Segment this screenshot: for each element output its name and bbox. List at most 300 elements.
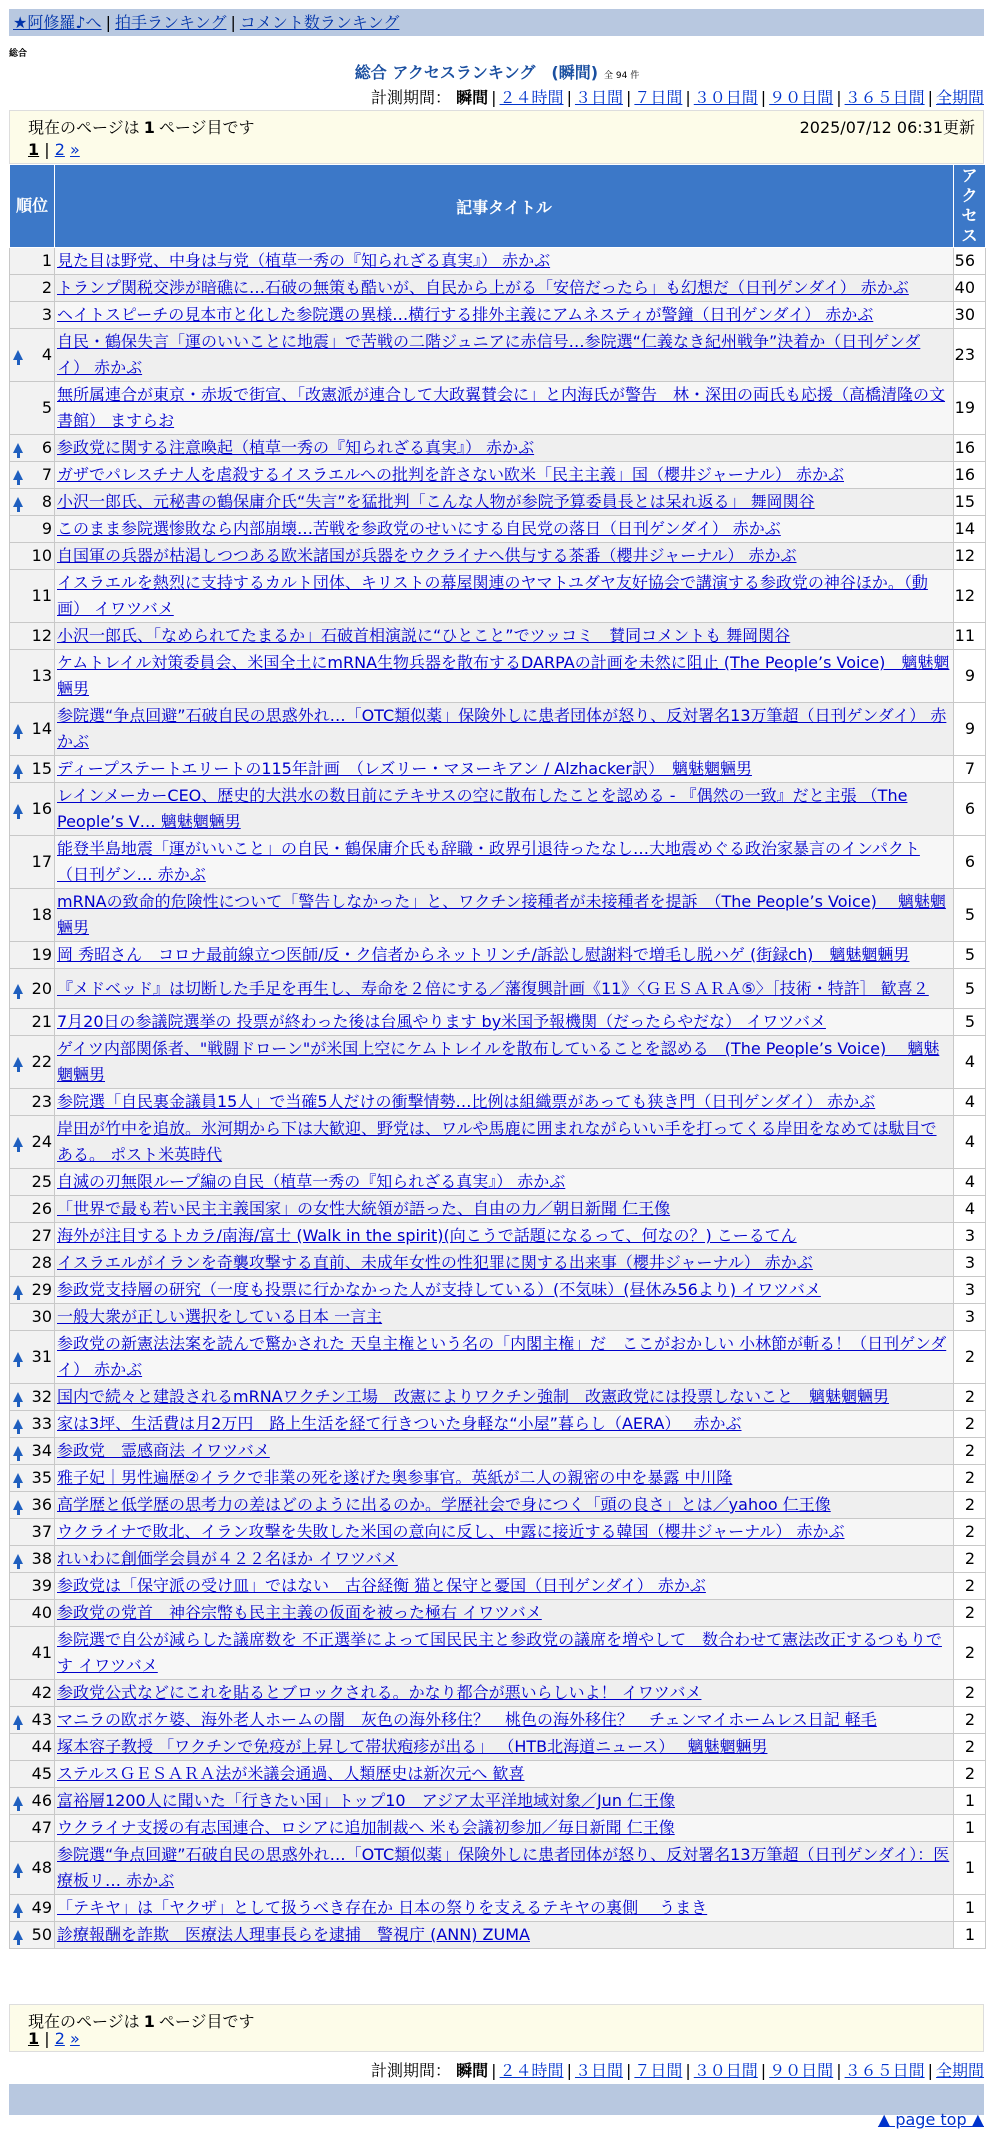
article-title-link[interactable]: れいわに創価学会員が４２２名ほか イワツバメ	[57, 1549, 398, 1568]
pager-page-2[interactable]: 2	[54, 2029, 65, 2048]
title-cell	[55, 516, 954, 543]
access-count: 4	[954, 1169, 986, 1196]
access-count: 2	[954, 1734, 986, 1761]
rank-number: 36	[31, 1495, 52, 1514]
article-title-link[interactable]: ディープステートエリートの115年計画 （レズリー・マヌーキアン / Alzhacker訳） 魑魅魍魎男	[57, 759, 752, 778]
access-count: 7	[954, 756, 986, 783]
article-title-link[interactable]: 参政党の党首 神谷宗幣も民主主義の仮面を被った極右 イワツバメ	[57, 1603, 542, 1622]
title-cell	[55, 1734, 954, 1761]
access-count: 2	[954, 1384, 986, 1411]
access-count: 5	[954, 1009, 986, 1036]
title-cell	[55, 1089, 954, 1116]
rank-cell	[10, 1331, 55, 1384]
title-cell	[55, 1546, 954, 1573]
title-cell	[55, 1036, 954, 1089]
article-title-link[interactable]: 岸田が竹中を追放。氷河期から下は大歓迎、野党は、ワルや馬鹿に囲まれながらいい手を打ってくる岸田をなめては駄目である。 ポスト米英時代	[57, 1119, 937, 1164]
article-title-link[interactable]: レインメーカーCEO、歴史的大洪水の数日前にテキサスの空に散布したことを認める - 『偶然の一致』だと主張 （The People’s V… 魑魅魍魎男	[57, 786, 908, 831]
access-count: 3	[954, 1223, 986, 1250]
article-title-link[interactable]: 海外が注目するトカラ/南海/富士 (Walk in the spirit)(向こうで話題になるって、何なの？) こーるてん	[57, 1226, 797, 1245]
access-count: 11	[954, 623, 986, 650]
title-cell	[55, 1707, 954, 1734]
access-count: 2	[954, 1492, 986, 1519]
rank-number: 39	[31, 1576, 52, 1595]
title-cell	[55, 1519, 954, 1546]
rank-up-arrow-icon	[13, 1137, 23, 1147]
article-title-link[interactable]: 参政党は「保守派の受け皿」ではない 古谷経衡 猫と保守と憂国（日刊ゲンダイ） 赤かぶ	[57, 1576, 706, 1595]
pager-current: 1	[28, 2029, 40, 2048]
rank-number: 35	[31, 1468, 52, 1487]
period-link-24h[interactable]: ２４時間	[499, 88, 564, 107]
rank-cell	[10, 1250, 55, 1277]
page-title-area	[0, 60, 994, 83]
rank-up-arrow-icon	[13, 1715, 23, 1725]
table-row	[10, 1492, 986, 1519]
article-title-link[interactable]: ゲイツ内部関係者、"戦闘ドローン"が米国上空にケムトレイルを散布していることを認める (The People’s Voice) 魑魅魍魎男	[57, 1039, 940, 1084]
access-count: 4	[954, 1089, 986, 1116]
top-nav-bar	[9, 9, 984, 36]
period-link-90d[interactable]: ９０日間	[769, 2061, 834, 2080]
pager-page-2[interactable]: 2	[54, 140, 65, 159]
rank-cell	[10, 889, 55, 942]
access-count: 9	[954, 650, 986, 703]
title-cell	[55, 1250, 954, 1277]
title-cell	[55, 836, 954, 889]
table-row	[10, 1573, 986, 1600]
rank-number: 41	[31, 1643, 52, 1662]
access-count: 4	[954, 1116, 986, 1169]
rank-number: 22	[31, 1052, 52, 1071]
article-title-link[interactable]: 参院選「自民裏金議員15人」で当確5人だけの衝撃情勢…比例は組織票があっても狭き門（日刊ゲンダイ） 赤かぶ	[57, 1092, 876, 1111]
title-cell	[55, 489, 954, 516]
rank-number: 7	[41, 465, 52, 484]
article-title-link[interactable]: 富裕層1200人に聞いた「行きたい国」トップ10 アジア太平洋地域対象／Jun 仁王像	[57, 1791, 676, 1810]
rank-cell	[10, 1627, 55, 1680]
table-row	[10, 382, 986, 435]
table-row	[10, 1277, 986, 1304]
article-title-link[interactable]: 参院選“争点回避”石破自民の思惑外れ…「OTC類似薬」保険外しに患者団体が怒り、反対署名13万筆超（日刊ゲンダイ）：医療板リ… 赤かぶ	[57, 1845, 950, 1890]
header-title: 記事タイトル	[55, 165, 954, 248]
table-row	[10, 1169, 986, 1196]
period-link-365d[interactable]: ３６５日間	[844, 88, 925, 107]
rank-number: 16	[31, 799, 52, 818]
title-cell	[55, 1116, 954, 1169]
total-count: 全 94 件	[604, 71, 640, 81]
title-cell	[55, 435, 954, 462]
rank-number: 13	[31, 666, 52, 685]
article-title-link[interactable]: ウクライナ支援の有志国連合、ロシアに追加制裁へ 米も会議初参加／毎日新聞 仁王像	[57, 1818, 675, 1837]
title-cell	[55, 302, 954, 329]
title-cell	[55, 1922, 954, 1949]
rank-number: 30	[31, 1307, 52, 1326]
article-title-link[interactable]: 国内で続々と建設されるmRNAワクチン工場 改憲によりワクチン強制 改憲政党には投票しないこと 魑魅魍魎男	[57, 1387, 890, 1406]
title-cell	[55, 1277, 954, 1304]
table-row	[10, 1895, 986, 1922]
article-title-link[interactable]: 参政党支持層の研究（一度も投票に行かなかった人が支持している）(不気味）(昼休み56より) イワツバメ	[57, 1280, 821, 1299]
table-row	[10, 516, 986, 543]
rank-number: 38	[31, 1549, 52, 1568]
rank-cell	[10, 1036, 55, 1089]
rank-up-arrow-icon	[13, 497, 23, 507]
rank-up-arrow-icon	[13, 1392, 23, 1402]
title-cell	[55, 1331, 954, 1384]
rank-up-arrow-icon	[13, 1796, 23, 1806]
article-title-link[interactable]: マニラの欧ボケ婆、海外老人ホームの闇 灰色の海外移住？ 桃色の海外移住？ チェンマイホームレス日記 軽毛	[57, 1710, 877, 1729]
rank-number: 47	[31, 1818, 52, 1837]
table-row	[10, 1922, 986, 1949]
rank-up-arrow-icon	[13, 1419, 23, 1429]
article-title-link[interactable]: 家は3坪、生活費は月2万円 路上生活を経て行きついた身軽な“小屋”暮らし（AERA） 赤かぶ	[57, 1414, 742, 1433]
page-info-box-top	[9, 110, 984, 164]
rank-number: 17	[31, 852, 52, 871]
ranking-table	[9, 164, 986, 1949]
article-title-link[interactable]: 塚本容子教授 「ワクチンで免疫が上昇して帯状疱疹が出る」 （HTB北海道ニュース） 魑魅魍魎男	[57, 1737, 768, 1756]
title-cell	[55, 1492, 954, 1519]
rank-cell	[10, 1895, 55, 1922]
title-cell	[55, 570, 954, 623]
table-row	[10, 1223, 986, 1250]
period-link-7d[interactable]: ７日間	[634, 88, 683, 107]
rank-number: 28	[31, 1253, 52, 1272]
pager-next[interactable]: »	[69, 2029, 80, 2048]
rank-cell	[10, 1761, 55, 1788]
article-title-link[interactable]: 参政党の新憲法法案を読んで驚かされた 天皇主権という名の「内閣主権」だ ここがおかしい 小林節が斬る！（日刊ゲンダイ） 赤かぶ	[57, 1334, 947, 1379]
rank-cell	[10, 1734, 55, 1761]
category-label: 総合	[9, 49, 28, 59]
rank-up-arrow-icon	[13, 1903, 23, 1913]
access-count: 19	[954, 382, 986, 435]
rank-number: 3	[41, 305, 52, 324]
article-title-link[interactable]: 「テキヤ」は「ヤクザ」として扱うべき存在か 日本の祭りを支えるテキヤの裏側 うまき	[57, 1898, 708, 1917]
rank-up-arrow-icon	[13, 1057, 23, 1067]
table-row	[10, 1815, 986, 1842]
article-title-link[interactable]: 参政党公式などにこれを貼るとブロックされる。かなり都合が悪いらしいよ！ イワツバメ	[57, 1683, 702, 1702]
rank-up-arrow-icon	[13, 1352, 23, 1362]
rank-number: 32	[31, 1387, 52, 1406]
table-row	[10, 623, 986, 650]
table-row	[10, 1331, 986, 1384]
ranking-table-body	[10, 248, 986, 1949]
table-row	[10, 1680, 986, 1707]
article-title-link[interactable]: ケムトレイル対策委員会、米国全土にmRNA生物兵器を散布するDARPAの計画を未然に阻止 (The People’s Voice) 魑魅魍魎男	[57, 653, 950, 698]
article-title-link[interactable]: 参院選“争点回避”石破自民の思惑外れ…「OTC類似薬」保険外しに患者団体が怒り、反対署名13万筆超（日刊ゲンダイ） 赤かぶ	[57, 706, 947, 751]
pager-next[interactable]: »	[69, 140, 80, 159]
period-selector-bottom: 計測期間： 瞬間 | ２４時間 | ３日間 | ７日間 | ３０日間 | ９０日間 | ３６５日間 | 全期間	[371, 2061, 984, 2080]
table-row	[10, 836, 986, 889]
table-row	[10, 1707, 986, 1734]
title-cell	[55, 1196, 954, 1223]
rank-cell	[10, 1304, 55, 1331]
article-title-link[interactable]: 診療報酬を詐欺 医療法人理事長らを逮捕 警視庁 (ANN) ZUMA	[57, 1925, 530, 1944]
nav-separator: |	[105, 13, 111, 32]
rank-cell	[10, 783, 55, 836]
access-count: 2	[954, 1519, 986, 1546]
article-title-link[interactable]: 高学歴と低学歴の思考力の差はどのように出るのか。学歴社会で身につく「頭の良さ」とは／yahoo 仁王像	[57, 1495, 831, 1514]
access-count: 1	[954, 1788, 986, 1815]
rank-cell	[10, 623, 55, 650]
access-count: 5	[954, 942, 986, 969]
article-title-link[interactable]: 自滅の刃無限ループ編の自民（植草一秀の『知られざる真実』） 赤かぶ	[57, 1172, 566, 1191]
title-cell	[55, 275, 954, 302]
rank-up-arrow-icon	[13, 984, 23, 994]
rank-number: 6	[41, 438, 52, 457]
rank-cell	[10, 1680, 55, 1707]
access-count: 5	[954, 889, 986, 942]
access-count: 4	[954, 1036, 986, 1089]
table-row	[10, 570, 986, 623]
title-cell	[55, 382, 954, 435]
rank-up-arrow-icon	[13, 350, 23, 360]
access-count: 9	[954, 703, 986, 756]
title-cell	[55, 1411, 954, 1438]
rank-cell	[10, 1492, 55, 1519]
period-link-24h[interactable]: ２４時間	[499, 2061, 564, 2080]
rank-number: 44	[31, 1737, 52, 1756]
title-cell	[55, 329, 954, 382]
rank-cell	[10, 1223, 55, 1250]
footer-bar	[9, 2084, 984, 2115]
rank-number: 27	[31, 1226, 52, 1245]
pager-current: 1	[28, 140, 40, 159]
article-title-link[interactable]: ステルスＧＥＳＡＲＡ法が米議会通過、人類歴史は新次元へ 歓喜	[57, 1764, 525, 1783]
table-row	[10, 1196, 986, 1223]
table-row	[10, 1411, 986, 1438]
rank-up-arrow-icon	[13, 1500, 23, 1510]
article-title-link[interactable]: 見た目は野党、中身は与党（植草一秀の『知られざる真実』） 赤かぶ	[57, 251, 551, 270]
rank-number: 21	[31, 1012, 52, 1031]
table-row	[10, 756, 986, 783]
access-count: 2	[954, 1627, 986, 1680]
article-title-link[interactable]: 7月20日の参議院選挙の 投票が終わった後は台風やります by米国予報機関（だったらやだな） イワツバメ	[57, 1012, 826, 1031]
rank-cell	[10, 543, 55, 570]
rank-number: 48	[31, 1858, 52, 1877]
article-title-link[interactable]: 自民・鶴保失言「運のいいことに地震」で苦戦の二階ジュニアに赤信号…参院選“仁義なき紀州戦争”決着か（日刊ゲンダイ） 赤かぶ	[57, 332, 921, 377]
rank-number: 25	[31, 1172, 52, 1191]
rank-number: 42	[31, 1683, 52, 1702]
title-cell	[55, 1895, 954, 1922]
rank-up-arrow-icon	[13, 443, 23, 453]
title-cell	[55, 1573, 954, 1600]
rank-cell	[10, 302, 55, 329]
rank-cell	[10, 570, 55, 623]
table-row	[10, 1250, 986, 1277]
article-title-link[interactable]: ヘイトスピーチの見本市と化した参院選の異様…横行する排外主義にアムネスティが警鐘（日刊ゲンダイ） 赤かぶ	[57, 305, 874, 324]
table-row	[10, 1546, 986, 1573]
rank-up-arrow-icon	[13, 1554, 23, 1564]
article-title-link[interactable]: 能登半島地震「運がいいこと」の自民・鶴保庸介氏も辞職・政界引退待ったなし…大地震めぐる政治家暴言のインパクト（日刊ゲン… 赤かぶ	[57, 839, 920, 884]
rank-number: 33	[31, 1414, 52, 1433]
rank-number: 37	[31, 1522, 52, 1541]
period-link-365d[interactable]: ３６５日間	[844, 2061, 925, 2080]
article-title-link[interactable]: 岡 秀昭さん コロナ最前線立つ医師/反・ク信者からネットリンチ/訴訟し慰謝料で増毛し脱ハゲ (街録ch) 魑魅魍魎男	[57, 945, 910, 964]
title-cell	[55, 543, 954, 570]
access-count: 3	[954, 1277, 986, 1304]
rank-cell	[10, 248, 55, 275]
title-cell	[55, 1465, 954, 1492]
article-title-link[interactable]: 参政党に関する注意喚起（植草一秀の『知られざる真実』） 赤かぶ	[57, 438, 535, 457]
rank-up-arrow-icon	[13, 804, 23, 814]
access-count: 6	[954, 783, 986, 836]
period-selector-top: 計測期間： 瞬間 | ２４時間 | ３日間 | ７日間 | ３０日間 | ９０日間 | ３６５日間 | 全期間	[371, 88, 984, 107]
period-link-all[interactable]: 全期間	[935, 2061, 984, 2080]
rank-up-arrow-icon	[13, 1446, 23, 1456]
title-cell	[55, 1815, 954, 1842]
access-count: 1	[954, 1842, 986, 1895]
article-title-link[interactable]: このまま参院選惨敗なら内部崩壊…苦戦を参政党のせいにする自民党の落日（日刊ゲンダイ） 赤かぶ	[57, 519, 781, 538]
article-title-link[interactable]: 無所属連合が東京・赤坂で街宣、「改憲派が連合して大政翼賛会に」と内海氏が警告 林・深田の両氏も応援（高橋清隆の文書館） ますらお	[57, 385, 946, 430]
table-row	[10, 462, 986, 489]
article-title-link[interactable]: 「世界で最も若い民主主義国家」の女性大統領が語った、自由の力／朝日新聞 仁王像	[57, 1199, 671, 1218]
article-title-link[interactable]: 雅子妃｜男性遍歴②イラクで非業の死を遂げた奥参事官。英紙が二人の親密の中を暴露 中川隆	[57, 1468, 733, 1487]
rank-cell	[10, 756, 55, 783]
article-title-link[interactable]: 参政党 霊感商法 イワツバメ	[57, 1441, 270, 1460]
article-title-link[interactable]: イスラエルを熱烈に支持するカルト団体、キリストの幕屋関連のヤマトユダヤ友好協会で講演する参政党の神谷ほか。（動画） イワツバメ	[57, 573, 928, 618]
period-link-30d[interactable]: ３０日間	[693, 2061, 758, 2080]
access-count: 6	[954, 836, 986, 889]
header-count: アクセス	[954, 165, 986, 248]
page-top-link[interactable]: ▲ page top ▲	[877, 2110, 984, 2129]
rank-cell	[10, 329, 55, 382]
period-link-3d[interactable]: ３日間	[574, 88, 623, 107]
table-row	[10, 1761, 986, 1788]
table-row	[10, 248, 986, 275]
table-row	[10, 1465, 986, 1492]
table-row	[10, 1438, 986, 1465]
rank-cell	[10, 1411, 55, 1438]
table-row	[10, 1519, 986, 1546]
rank-cell	[10, 489, 55, 516]
nav-link-comment-ranking[interactable]: コメント数ランキング	[239, 13, 400, 32]
table-row	[10, 1089, 986, 1116]
article-title-link[interactable]: 『メドベッド』は切断した手足を再生し、寿命を２倍にする／藩復興計画《11》〈ＧＥＳＡＲＡ⑤〉［技術・特許］ 歓喜２	[57, 978, 929, 998]
title-cell	[55, 1438, 954, 1465]
nav-link-applause-ranking[interactable]: 拍手ランキング	[114, 13, 227, 32]
rank-cell	[10, 969, 55, 1009]
title-cell	[55, 1223, 954, 1250]
access-count: 23	[954, 329, 986, 382]
title-cell	[55, 1600, 954, 1627]
access-count: 1	[954, 1922, 986, 1949]
rank-up-arrow-icon	[13, 1930, 23, 1940]
table-row	[10, 1600, 986, 1627]
article-title-link[interactable]: イスラエルがイランを奇襲攻撃する直前、未成年女性の性犯罪に関する出来事（櫻井ジャーナル） 赤かぶ	[57, 1253, 813, 1272]
table-row	[10, 1116, 986, 1169]
article-title-link[interactable]: 参院選で自公が減らした議席数を 不正選挙によって国民民主と参政党の議席を増やして 数合わせて憲法改正するつもりです イワツバメ	[57, 1630, 942, 1675]
access-count: 15	[954, 489, 986, 516]
rank-cell	[10, 1169, 55, 1196]
article-title-link[interactable]: ガザでパレスチナ人を虐殺するイスラエルへの批判を許さない欧米「民主主義」国（櫻井ジャーナル） 赤かぶ	[57, 465, 845, 484]
title-cell	[55, 942, 954, 969]
access-count: 12	[954, 570, 986, 623]
table-row	[10, 435, 986, 462]
access-count: 16	[954, 435, 986, 462]
access-count: 2	[954, 1707, 986, 1734]
rank-cell	[10, 1815, 55, 1842]
access-count: 30	[954, 302, 986, 329]
rank-up-arrow-icon	[13, 1473, 23, 1483]
access-count: 2	[954, 1680, 986, 1707]
article-title-link[interactable]: mRNAの致命的危険性について「警告しなかった」と、ワクチン接種者が未接種者を提訴 （The People’s Voice) 魑魅魍魎男	[57, 892, 946, 937]
rank-number: 34	[31, 1441, 52, 1460]
article-title-link[interactable]: 自国軍の兵器が枯渇しつつある欧米諸国が兵器をウクライナへ供与する茶番（櫻井ジャーナル） 赤かぶ	[57, 546, 797, 565]
rank-number: 31	[31, 1347, 52, 1366]
rank-cell	[10, 1384, 55, 1411]
title-cell	[55, 1761, 954, 1788]
access-count: 2	[954, 1600, 986, 1627]
period-link-3d[interactable]: ３日間	[574, 2061, 623, 2080]
nav-link-asyura[interactable]: ★阿修羅♪へ	[13, 13, 102, 32]
rank-number: 45	[31, 1764, 52, 1783]
rank-number: 11	[31, 586, 52, 605]
title-cell	[55, 1009, 954, 1036]
rank-number: 14	[31, 719, 52, 738]
rank-cell	[10, 1922, 55, 1949]
rank-number: 26	[31, 1199, 52, 1218]
rank-cell	[10, 1009, 55, 1036]
table-row	[10, 650, 986, 703]
pager-top: 1 | 2 »	[28, 140, 80, 159]
title-cell	[55, 783, 954, 836]
access-count: 16	[954, 462, 986, 489]
title-cell	[55, 1842, 954, 1895]
rank-number: 18	[31, 905, 52, 924]
header-rank: 順位	[10, 165, 55, 248]
article-title-link[interactable]: ウクライナで敗北、イラン攻撃を失敗した米国の意向に反し、中露に接近する韓国（櫻井ジャーナル） 赤かぶ	[57, 1522, 845, 1541]
rank-cell	[10, 1546, 55, 1573]
period-link-90d[interactable]: ９０日間	[769, 88, 834, 107]
rank-number: 43	[31, 1710, 52, 1729]
access-count: 12	[954, 543, 986, 570]
access-count: 2	[954, 1438, 986, 1465]
title-cell	[55, 248, 954, 275]
rank-up-arrow-icon	[13, 764, 23, 774]
rank-up-arrow-icon	[13, 724, 23, 734]
access-count: 1	[954, 1815, 986, 1842]
rank-number: 29	[31, 1280, 52, 1299]
rank-cell	[10, 1600, 55, 1627]
access-count: 2	[954, 1573, 986, 1600]
rank-cell	[10, 462, 55, 489]
article-title-link[interactable]: 一般大衆が正しい選択をしている日本 一言主	[57, 1307, 383, 1326]
period-link-all[interactable]: 全期間	[935, 88, 984, 107]
rank-cell	[10, 275, 55, 302]
period-label: 計測期間：	[371, 2061, 452, 2080]
access-count: 3	[954, 1304, 986, 1331]
rank-cell	[10, 1788, 55, 1815]
rank-number: 19	[31, 945, 52, 964]
table-row	[10, 329, 986, 382]
period-link-30d[interactable]: ３０日間	[693, 88, 758, 107]
rank-cell	[10, 650, 55, 703]
table-row	[10, 1788, 986, 1815]
article-title-link[interactable]: トランプ関税交渉が暗礁に…石破の無策も酷いが、自民から上がる「安倍だったら」も幻想だ（日刊ゲンダイ） 赤かぶ	[57, 278, 909, 297]
pager-bottom: 1 | 2 »	[28, 2029, 80, 2048]
access-count: 2	[954, 1411, 986, 1438]
rank-cell	[10, 382, 55, 435]
rank-up-arrow-icon	[13, 470, 23, 480]
article-title-link[interactable]: 小沢一郎氏、元秘書の鶴保庸介氏“失言”を猛批判「こんな人物が参院予算委員長とは呆れ返る」 舞岡関谷	[57, 492, 815, 511]
rank-cell	[10, 516, 55, 543]
title-cell	[55, 1627, 954, 1680]
article-title-link[interactable]: 小沢一郎氏、「なめられてたまるか」石破首相演説に“ひとこと”でツッコミ 賛同コメントも 舞岡関谷	[57, 626, 791, 645]
rank-number: 50	[31, 1925, 52, 1944]
table-row	[10, 1384, 986, 1411]
period-link-7d[interactable]: ７日間	[634, 2061, 683, 2080]
access-count: 4	[954, 1196, 986, 1223]
access-count: 3	[954, 1250, 986, 1277]
title-cell	[55, 1304, 954, 1331]
rank-number: 5	[41, 398, 52, 417]
table-row	[10, 1009, 986, 1036]
